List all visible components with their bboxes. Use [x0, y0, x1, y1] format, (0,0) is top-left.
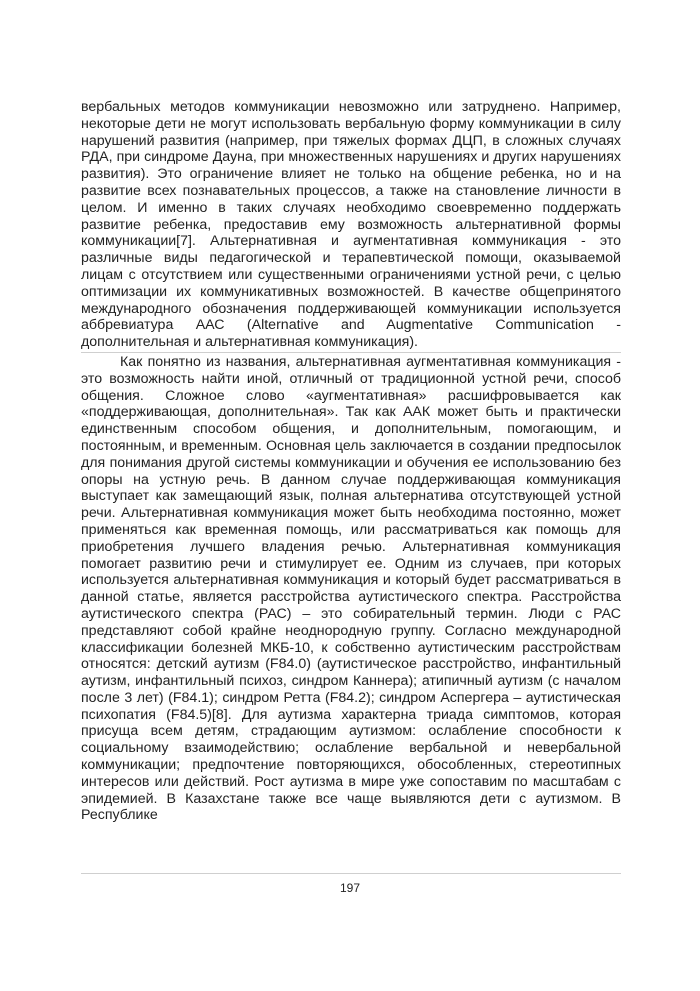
paragraph-2: Как понятно из названия, альтернативная аугментативная коммуникация - это возможность найти иной, отличный от традиционной устной речи, способ общения. Сложное слово «аугментативная» расшифровывается как «поддерживающая, дополнительная». Так как ААК может быть и практически единственным способом общения, и дополнительным, помогающим, и постоянным, и временным. Основная цель заключается в создании предпосылок для понимания другой системы коммуникации и обучения ее использованию без опоры на устную речь. В данном случае поддерживающая коммуникация выступает как замещающий язык, полная альтернатива отсутствующей устной речи. Альтернативная коммуникация может быть необходима постоянно, может применяться как временная помощь, или рассматриваться как помощь для приобретения лучшего владения речью. Альтернативная коммуникация помогает развитию речи и стимулирует ее. Одним из случаев, при которых используется альтернативная коммуникация и который будет рассматриваться в данной статье, является расстройства аутистического спектра. Расстройства аутистического спектра (РАС) – это собирательный термин. Люди с РАС представляют собой крайне неоднородную группу. Согласно международной классификации болезней МКБ-10, к собственно аутистическим расстройствам относятся: детский аутизм (F84.0) (аутистическое расстройство, инфантильный аутизм, инфантильный психоз, синдром Каннера); атипичный аутизм (с началом после 3 лет) (F84.1); синдром Ретта (F84.2); синдром Аспергера – аутистическая психопатия (F84.5)[8]. Для аутизма характерна триада симптомов, которая присуща всем детям, страдающим аутизмом: ослабление способности к социальному взаимодействию; ослабление вербальной и невербальной коммуникации; предпочтение повторяющихся, обособленных, стереотипных интересов или действий. Рост аутизма в мире уже сопоставим по масштабам с эпидемией. В Казахстане также все чаще выявляются дети с аутизмом. В Республике	[81, 353, 621, 824]
paragraph-divider	[81, 352, 621, 353]
paragraph-1: вербальных методов коммуникации невозможно или затруднено. Например, некоторые дети не могут использовать вербальную форму коммуникации в силу нарушений развития (например, при тяжелых формах ДЦП, в сложных случаях РДА, при синдроме Дауна, при множественных нарушениях и других нарушениях развития). Это ограничение влияет не только на общение ребенка, но и на развитие всех познавательных процессов, а также на становление личности в целом. И именно в таких случаях необходимо своевременно поддержать развитие ребенка, предоставив ему возможность альтернативной формы коммуникации[7]. Альтернативная и аугментативная коммуникация - это различные виды педагогической и терапевтической помощи, оказываемой лицам с отсутствием или существенными ограничениями устной речи, с целью оптимизации их коммуникативных возможностей. В качестве общепринятого международного обозначения поддерживающей коммуникации используется аббревиатура ААС (Alternative and Augmentative Communication - дополнительная и альтернативная коммуникация).	[81, 99, 621, 351]
body-text	[81, 99, 621, 824]
footer-divider	[81, 873, 621, 874]
page-number: 197	[339, 881, 361, 895]
